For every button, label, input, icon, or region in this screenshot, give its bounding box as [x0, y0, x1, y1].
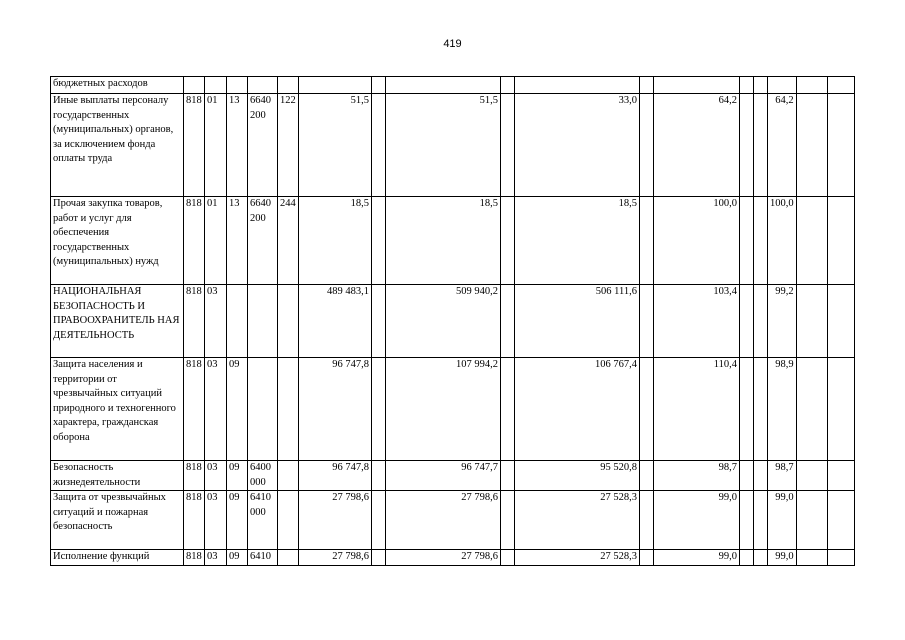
- revised-plan-amount: 509 940,2: [386, 285, 501, 358]
- section-code: 01: [205, 197, 227, 285]
- actual-amount: 18,5: [515, 197, 640, 285]
- section-code: 03: [205, 461, 227, 491]
- empty-cell: [796, 94, 827, 197]
- approved-plan-amount: 489 483,1: [299, 285, 372, 358]
- percent-of-approved: 98,7: [654, 461, 740, 491]
- subsection-code: 09: [227, 461, 248, 491]
- approved-plan-amount: 96 747,8: [299, 461, 372, 491]
- percent-of-revised: 64,2: [768, 94, 797, 197]
- empty-cell: [827, 358, 854, 461]
- admin-code: 818: [184, 461, 205, 491]
- empty-cell: [754, 197, 768, 285]
- empty-cell: [372, 285, 386, 358]
- percent-of-revised: 98,7: [768, 461, 797, 491]
- empty-cell: [640, 77, 654, 94]
- table-row: [51, 94, 855, 197]
- target-article-code: [248, 77, 278, 94]
- revised-plan-amount: 51,5: [386, 94, 501, 197]
- target-article-code: [248, 358, 278, 461]
- empty-cell: [740, 358, 754, 461]
- percent-of-approved: 110,4: [654, 358, 740, 461]
- empty-cell: [372, 461, 386, 491]
- empty-cell: [796, 461, 827, 491]
- empty-cell: [640, 94, 654, 197]
- empty-cell: [501, 77, 515, 94]
- approved-plan-amount: 51,5: [299, 94, 372, 197]
- budget-table: [50, 76, 855, 566]
- empty-cell: [372, 94, 386, 197]
- empty-cell: [796, 285, 827, 358]
- percent-of-revised: 100,0: [768, 197, 797, 285]
- percent-of-revised: [768, 77, 797, 94]
- empty-cell: [501, 285, 515, 358]
- empty-cell: [372, 197, 386, 285]
- subsection-code: 09: [227, 358, 248, 461]
- empty-cell: [372, 491, 386, 550]
- admin-code: 818: [184, 197, 205, 285]
- empty-cell: [640, 358, 654, 461]
- empty-cell: [740, 461, 754, 491]
- row-name: НАЦИОНАЛЬНАЯ БЕЗОПАСНОСТЬ И ПРАВООХРАНИТЕЛЬ НАЯ ДЕЯТЕЛЬНОСТЬ: [51, 285, 184, 358]
- expense-type-code: 122: [278, 94, 299, 197]
- empty-cell: [827, 94, 854, 197]
- target-article-code: 6410: [248, 550, 278, 566]
- empty-cell: [740, 491, 754, 550]
- approved-plan-amount: [299, 77, 372, 94]
- admin-code: 818: [184, 358, 205, 461]
- empty-cell: [372, 550, 386, 566]
- revised-plan-amount: 27 798,6: [386, 491, 501, 550]
- empty-cell: [640, 197, 654, 285]
- admin-code: 818: [184, 94, 205, 197]
- actual-amount: 27 528,3: [515, 491, 640, 550]
- empty-cell: [501, 550, 515, 566]
- table-row: [51, 461, 855, 491]
- empty-cell: [754, 491, 768, 550]
- subsection-code: 13: [227, 94, 248, 197]
- empty-cell: [640, 461, 654, 491]
- revised-plan-amount: 27 798,6: [386, 550, 501, 566]
- admin-code: 818: [184, 550, 205, 566]
- empty-cell: [640, 285, 654, 358]
- empty-cell: [796, 491, 827, 550]
- subsection-code: [227, 285, 248, 358]
- subsection-code: 09: [227, 491, 248, 550]
- target-article-code: 6410 000: [248, 491, 278, 550]
- actual-amount: 27 528,3: [515, 550, 640, 566]
- actual-amount: 33,0: [515, 94, 640, 197]
- empty-cell: [640, 491, 654, 550]
- page-number: 419: [443, 38, 462, 50]
- table-row: [51, 285, 855, 358]
- row-name: бюджетных расходов: [51, 77, 184, 94]
- empty-cell: [796, 77, 827, 94]
- section-code: 03: [205, 285, 227, 358]
- percent-of-approved: 100,0: [654, 197, 740, 285]
- empty-cell: [754, 358, 768, 461]
- empty-cell: [740, 197, 754, 285]
- expense-type-code: [278, 491, 299, 550]
- table-row: [51, 77, 855, 94]
- percent-of-revised: 99,0: [768, 491, 797, 550]
- empty-cell: [827, 77, 854, 94]
- row-name: Прочая закупка товаров, работ и услуг для обеспечения государственных (муниципальных) нужд: [51, 197, 184, 285]
- percent-of-approved: [654, 77, 740, 94]
- empty-cell: [754, 285, 768, 358]
- target-article-code: 6400 000: [248, 461, 278, 491]
- row-name: Исполнение функций: [51, 550, 184, 566]
- actual-amount: 106 767,4: [515, 358, 640, 461]
- expense-type-code: [278, 77, 299, 94]
- empty-cell: [372, 77, 386, 94]
- expense-type-code: [278, 461, 299, 491]
- empty-cell: [827, 461, 854, 491]
- empty-cell: [740, 285, 754, 358]
- empty-cell: [827, 550, 854, 566]
- empty-cell: [372, 358, 386, 461]
- row-name: Безопасность жизнедеятельности: [51, 461, 184, 491]
- target-article-code: 6640 200: [248, 94, 278, 197]
- row-name: Защита населения и территории от чрезвычайных ситуаций природного и техногенного характера, гражданская оборона: [51, 358, 184, 461]
- target-article-code: [248, 285, 278, 358]
- actual-amount: 506 111,6: [515, 285, 640, 358]
- percent-of-approved: 99,0: [654, 550, 740, 566]
- percent-of-revised: 99,0: [768, 550, 797, 566]
- row-name: Защита от чрезвычайных ситуаций и пожарная безопасность: [51, 491, 184, 550]
- section-code: 03: [205, 550, 227, 566]
- empty-cell: [501, 197, 515, 285]
- actual-amount: [515, 77, 640, 94]
- admin-code: [184, 77, 205, 94]
- table-row: [51, 550, 855, 566]
- section-code: 03: [205, 491, 227, 550]
- empty-cell: [754, 77, 768, 94]
- empty-cell: [501, 94, 515, 197]
- approved-plan-amount: 27 798,6: [299, 550, 372, 566]
- expense-type-code: [278, 550, 299, 566]
- empty-cell: [796, 197, 827, 285]
- empty-cell: [754, 550, 768, 566]
- subsection-code: 13: [227, 197, 248, 285]
- empty-cell: [827, 491, 854, 550]
- admin-code: 818: [184, 491, 205, 550]
- empty-cell: [740, 94, 754, 197]
- empty-cell: [501, 358, 515, 461]
- revised-plan-amount: 18,5: [386, 197, 501, 285]
- table-row: [51, 358, 855, 461]
- empty-cell: [740, 550, 754, 566]
- percent-of-approved: 103,4: [654, 285, 740, 358]
- empty-cell: [827, 285, 854, 358]
- empty-cell: [501, 461, 515, 491]
- empty-cell: [640, 550, 654, 566]
- table-row: [51, 197, 855, 285]
- empty-cell: [754, 461, 768, 491]
- empty-cell: [754, 94, 768, 197]
- percent-of-approved: 99,0: [654, 491, 740, 550]
- empty-cell: [501, 491, 515, 550]
- percent-of-revised: 99,2: [768, 285, 797, 358]
- admin-code: 818: [184, 285, 205, 358]
- empty-cell: [740, 77, 754, 94]
- expense-type-code: 244: [278, 197, 299, 285]
- revised-plan-amount: 96 747,7: [386, 461, 501, 491]
- expense-type-code: [278, 358, 299, 461]
- expense-type-code: [278, 285, 299, 358]
- approved-plan-amount: 96 747,8: [299, 358, 372, 461]
- table-row: [51, 491, 855, 550]
- row-name: Иные выплаты персоналу государственных (муниципальных) органов, за исключением фонда оплаты труда: [51, 94, 184, 197]
- approved-plan-amount: 27 798,6: [299, 491, 372, 550]
- empty-cell: [796, 550, 827, 566]
- actual-amount: 95 520,8: [515, 461, 640, 491]
- approved-plan-amount: 18,5: [299, 197, 372, 285]
- percent-of-approved: 64,2: [654, 94, 740, 197]
- section-code: 01: [205, 94, 227, 197]
- subsection-code: 09: [227, 550, 248, 566]
- percent-of-revised: 98,9: [768, 358, 797, 461]
- empty-cell: [827, 197, 854, 285]
- section-code: [205, 77, 227, 94]
- section-code: 03: [205, 358, 227, 461]
- revised-plan-amount: 107 994,2: [386, 358, 501, 461]
- empty-cell: [796, 358, 827, 461]
- revised-plan-amount: [386, 77, 501, 94]
- target-article-code: 6640 200: [248, 197, 278, 285]
- subsection-code: [227, 77, 248, 94]
